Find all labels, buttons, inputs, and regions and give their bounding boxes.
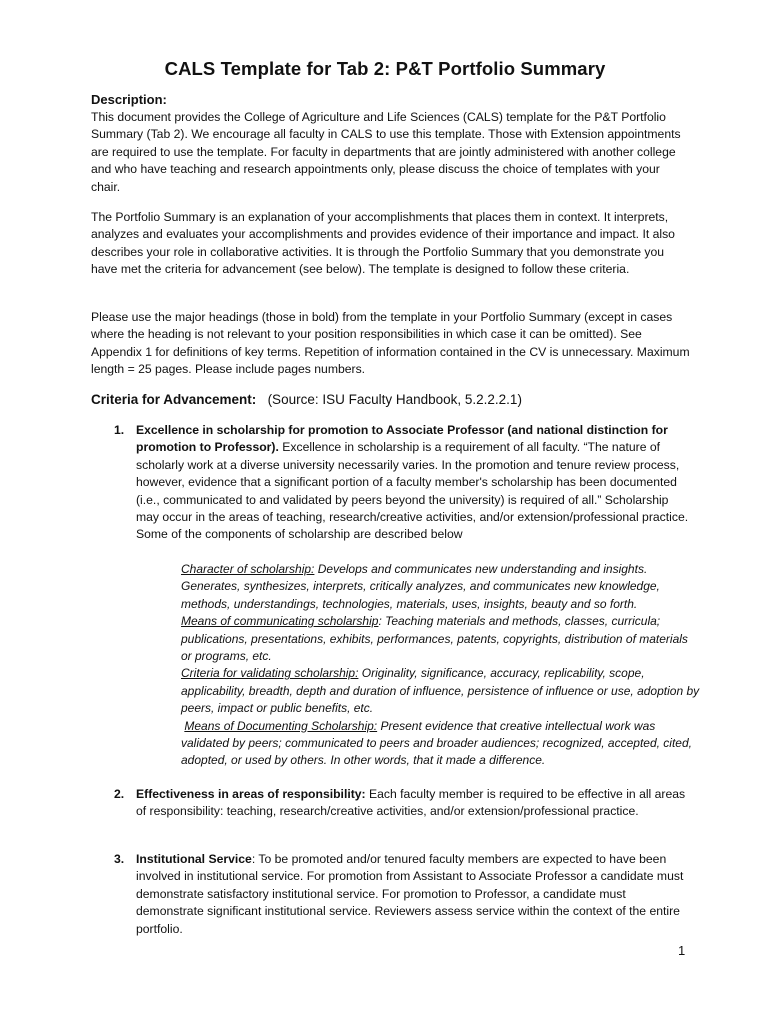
description-paragraph-2: The Portfolio Summary is an explanation of your accomplishments that places them in context. It interprets, analyzes and evaluates your accomplishments and provides evidence of their importance and impact. It also describes your role in collaborative activities. It is through the Portfolio Summary that you demonstrate you have met the criteria for advancement (see below). The template is designed to follow these criteria.: [91, 210, 675, 277]
component-label: Means of Documenting Scholarship:: [184, 718, 378, 733]
component-label: Character of scholarship:: [181, 562, 315, 576]
scholarship-component-communicating: [181, 613, 701, 665]
criteria-item-2: [114, 786, 692, 821]
scholarship-components: [181, 561, 701, 770]
criteria-item-3: [114, 851, 692, 938]
criteria-source: (Source: ISU Faculty Handbook, 5.2.2.2.1): [267, 392, 522, 407]
criteria-item-title: Institutional Service: [136, 852, 252, 866]
criteria-item-text: Excellence in scholarship is a requirement of all faculty. “The nature of scholarly work at a diverse university necessarily varies. In the promotion and tenure review process, however, evidence that a significant portion of a faculty member's scholarship has been documented (i.e., communicated to and validated by peers beyond the university) is required of all.” Scholarship may occur in the areas of teaching, research/creative activities, and/or extension/professional practice. Some of the components of scholarship are described below: [136, 440, 689, 542]
criteria-item-number: 3.: [114, 852, 125, 866]
description-paragraph-1: This document provides the College of Agriculture and Life Sciences (CALS) template for the P&T Portfolio Summary (Tab 2). We encourage all faculty in CALS to use this template. Those with Extension appointments are required to use the template. For faculty in departments that are jointly administered with another college and who have teaching and research appointments only, please discuss the choice of templates with your chair.: [91, 110, 681, 194]
component-label: Means of communicating scholarship: [181, 614, 379, 629]
component-text: : Teaching materials and methods, classes, curricula; publications, presentations, exhibits, performances, patents, copyrights, distribution of materials or programs, etc.: [181, 614, 688, 664]
component-text: Develops and communicates new understanding and insights. Generates, synthesizes, interprets, critically analyzes, and communicates new knowledge, methods, understandings, technologies, materials, uses, insights, beauty and so forth.: [181, 562, 660, 611]
scholarship-component-character: [181, 561, 701, 613]
criteria-item-1: [114, 422, 692, 544]
criteria-heading: [91, 392, 522, 407]
description-paragraph-3: Please use the major headings (those in bold) from the template in your Portfolio Summary (except in cases where the heading is not relevant to your position responsibilities in which case it can be omitted). See Appendix 1 for definitions of key terms. Repetition of information contained in the CV is unnecessary. Maximum length = 25 pages. Please include pages numbers.: [91, 310, 690, 377]
scholarship-component-documenting: [181, 718, 701, 770]
description-heading: Description:: [91, 92, 167, 107]
scholarship-component-validating: [181, 665, 701, 717]
criteria-item-text: Each faculty member is required to be effective in all areas of responsibility: teaching, research/creative activities, and/or extension/professional practice.: [136, 787, 686, 819]
page-number: 1: [678, 943, 686, 958]
component-label: Criteria for validating scholarship:: [181, 666, 359, 681]
page-title: CALS Template for Tab 2: P&T Portfolio Summary: [164, 58, 606, 79]
criteria-item-text: : To be promoted and/or tenured faculty members are expected to have been involved in institutional service. For promotion from Assistant to Associate Professor a candidate must demonstrate satisfactory institutional service. For promotion to Professor, a candidate must demonstrate significant institutional service. Reviewers assess service within the context of the entire portfolio.: [136, 852, 684, 936]
criteria-item-number: 1.: [114, 423, 125, 437]
criteria-heading-label: Criteria for Advancement:: [91, 392, 257, 407]
component-text: Present evidence that creative intellectual work was validated by peers; communicated to peers and broader audiences; recognized, accepted, cited, adopted, or used by others. In other words, that it made a difference.: [181, 718, 692, 768]
criteria-item-title: Excellence in scholarship for promotion to Associate Professor (and national distinction for promotion to Professor).: [136, 423, 668, 455]
criteria-item-number: 2.: [114, 787, 125, 801]
criteria-item-title: Effectiveness in areas of responsibility:: [136, 787, 366, 801]
component-text: Originality, significance, accuracy, replicability, scope, applicability, breadth, depth and duration of influence, persistence of influence or use, adoption by peers, impact or public benefits, etc.: [181, 666, 700, 716]
